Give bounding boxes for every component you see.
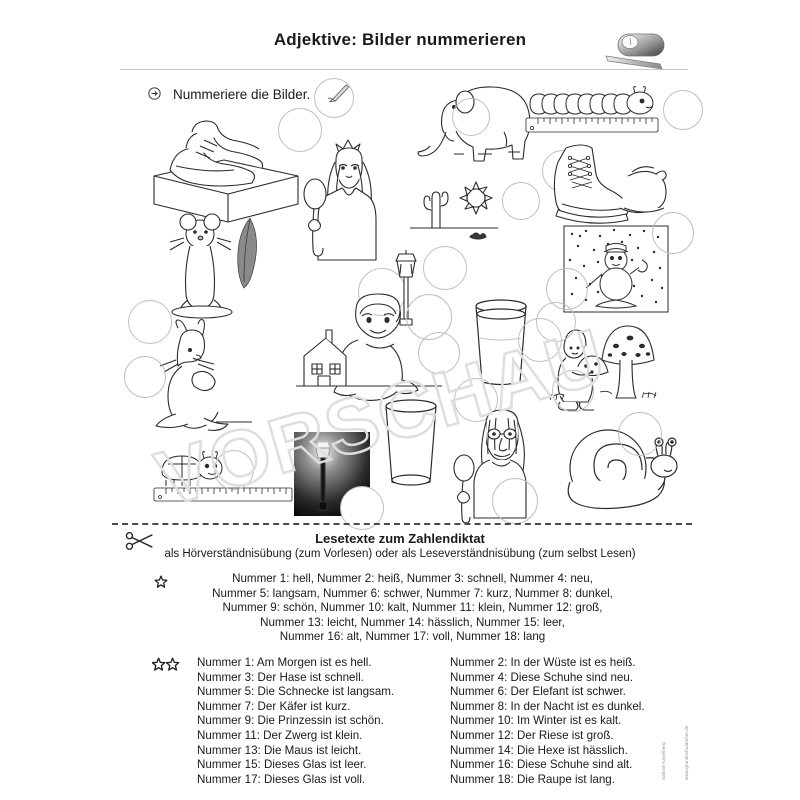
- sentence-line: Nummer 18: Die Raupe ist lang.: [450, 772, 615, 786]
- sentence-line: Nummer 15: Dieses Glas ist leer.: [197, 758, 367, 772]
- page-title: Adjektive: Bilder nummerieren: [273, 30, 527, 49]
- credit-author: Sabine Kaselberg: [661, 742, 666, 780]
- sentence-line: Nummer 10: Im Winter ist es kalt.: [450, 714, 622, 728]
- sentence-line: Nummer 2: In der Wüste ist es heiß.: [450, 656, 636, 669]
- sentence-column-left: [197, 656, 412, 787]
- double-star-outline-icon: [152, 657, 180, 677]
- picture-caterpillar-ruler: [522, 86, 674, 138]
- instruction-text: Nummeriere die Bilder.: [173, 87, 311, 102]
- credit-website: www.grundschulatelier.de: [684, 725, 689, 780]
- sentence-line: Nummer 12: Der Riese ist groß.: [450, 728, 614, 742]
- sentence-line: Nummer 16: Diese Schuhe sind alt.: [450, 758, 633, 772]
- sentence-line: Nummer 5: Die Schnecke ist langsam.: [197, 685, 395, 699]
- credit-vertical-text: [661, 660, 689, 780]
- picture-mouse-feather: [166, 208, 284, 318]
- sentence-line: Nummer 4: Diese Schuhe sind neu.: [450, 670, 634, 684]
- sentence-line: Nummer 1: Am Morgen ist es hell.: [197, 656, 372, 669]
- number-bubble[interactable]: [552, 370, 594, 412]
- sentence-line: Nummer 14: Die Hexe ist hässlich.: [450, 743, 628, 757]
- word-list-line: Nummer 5: langsam, Nummer 6: schwer, Nummer 7: kurz, Nummer 8: dunkel,: [212, 586, 613, 600]
- word-list-line: Nummer 1: hell, Nummer 2: heiß, Nummer 3: schnell, Nummer 4: neu,: [232, 572, 593, 585]
- star-outline-icon: [154, 575, 168, 594]
- number-bubble[interactable]: [124, 356, 166, 398]
- sentence-column-right: [450, 656, 665, 787]
- picture-grid: [118, 78, 690, 518]
- picture-hiking-boots: [536, 136, 676, 232]
- computer-mouse-icon: [600, 32, 690, 72]
- sentence-line: Nummer 3: Der Hase ist schnell.: [197, 670, 364, 684]
- sentence-list: [197, 656, 667, 787]
- number-bubble[interactable]: [536, 302, 576, 342]
- sentence-line: Nummer 9: Die Prinzessin ist schön.: [197, 714, 384, 728]
- cut-section-subtitle: als Hörverständnisübung (zum Vorlesen) oder als Leseverständnisübung (zum selbst Lesen): [164, 548, 636, 560]
- number-bubble[interactable]: [652, 212, 694, 254]
- sentence-line: Nummer 17: Dieses Glas ist voll.: [197, 772, 366, 786]
- picture-glass-empty: [380, 398, 442, 490]
- cut-dashed-line: [112, 523, 692, 525]
- word-list-line: Nummer 9: schön, Nummer 10: kalt, Nummer 11: klein, Nummer 12: groß,: [222, 601, 603, 615]
- word-list-line: Nummer 16: alt, Nummer 17: voll, Nummer 18: lang: [279, 630, 546, 644]
- number-bubble[interactable]: [314, 78, 354, 118]
- number-bubble[interactable]: [406, 294, 452, 340]
- sentence-line: Nummer 7: Der Käfer ist kurz.: [197, 699, 351, 713]
- number-bubble[interactable]: [502, 182, 540, 220]
- cut-section-title: Lesetexte zum Zahlendiktat: [315, 531, 485, 546]
- number-bubble[interactable]: [618, 412, 662, 456]
- sentence-line: Nummer 6: Der Elefant ist schwer.: [450, 685, 626, 699]
- number-bubble[interactable]: [214, 450, 254, 490]
- sentence-line: Nummer 8: In der Nacht ist es dunkel.: [450, 699, 645, 713]
- number-bubble[interactable]: [423, 246, 467, 290]
- sentence-line: Nummer 13: Die Maus ist leicht.: [197, 743, 362, 757]
- sentence-line: Nummer 11: Der Zwerg ist klein.: [197, 728, 363, 742]
- word-list-line: Nummer 13: leicht, Nummer 14: hässlich, Nummer 15: leer,: [260, 615, 565, 629]
- word-list: [185, 572, 640, 645]
- vorschau-watermark: VORSCHAU: [146, 310, 616, 524]
- number-bubble[interactable]: [663, 90, 703, 130]
- number-bubble[interactable]: [452, 98, 490, 136]
- number-bubble[interactable]: [492, 478, 538, 524]
